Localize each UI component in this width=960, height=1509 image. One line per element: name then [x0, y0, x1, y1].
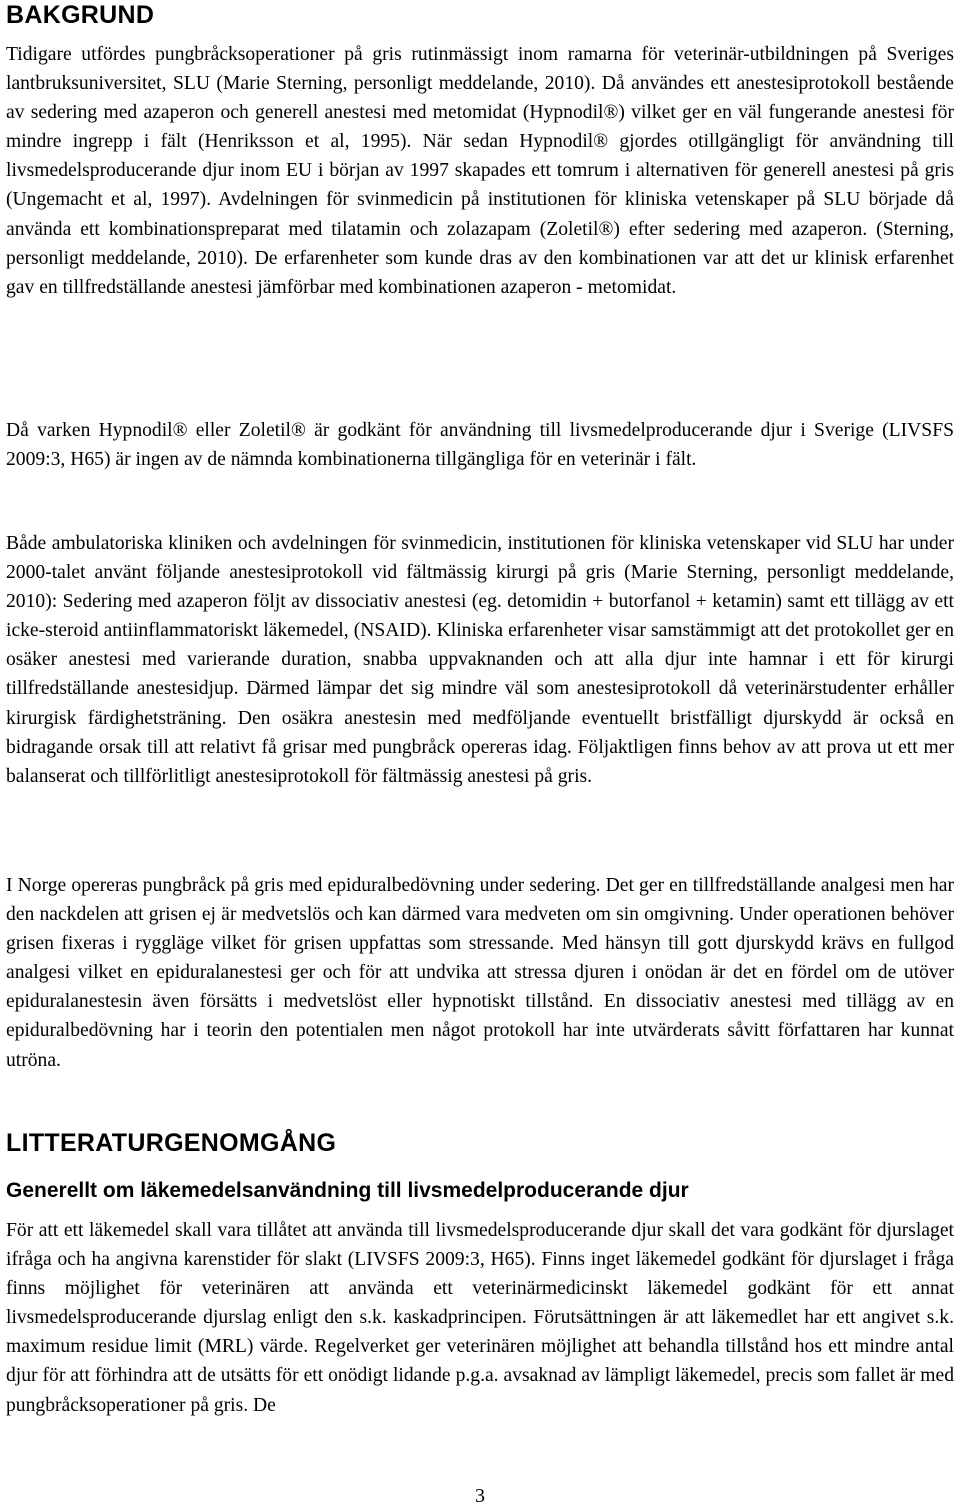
- section-heading-bakgrund: BAKGRUND: [6, 1, 155, 29]
- paragraph-litteratur-1: För att ett läkemedel skall vara tillåtet att använda till livsmedelsproducerande djur skall det vara godkänt för djurslaget ifråga och ha angivna karenstider för slakt (LIVSFS 2009:3, H65). Finns inget läkemedel godkänt för djurslaget i fråga finns möjlighet för veterinären att använda ett veterinärmedicinskt läkemedel godkänt för ett annat livsmedelsproducerande djurslag enligt den s.k. kaskadprincipen. Förutsättningen är att läkemedlet har ett angivet s.k. maximum residue limit (MRL) värde. Regelverket ger veterinären möjlighet att behandla tillstånd hos ett mindre antal djur för att förhindra att de utsätts för ett onödigt lidande p.g.a. avsaknad av lämpligt läkemedel, precis som fallet är med pungbråcksoperationer på gris. De: [6, 1220, 954, 1416]
- paragraph-bakgrund-2: Då varken Hypnodil® eller Zoletil® är godkänt för användning till livsmedelproducerande djur i Sverige (LIVSFS 2009:3, H65) är ingen av de nämnda kombinationerna tillgängliga för en veterinär i fält.: [6, 420, 954, 471]
- section-heading-litteratur: LITTERATURGENOMGÅNG: [6, 1129, 337, 1157]
- paragraph-bakgrund-3: Både ambulatoriska kliniken och avdelningen för svinmedicin, institutionen för kliniska vetenskaper vid SLU har under 2000-talet använt följande anestesiprotokoll vid fältmässig kirurgi på gris (Marie Sterning, personligt meddelande, 2010): Sedering med azaperon följt av dissociativ anestesi (eg. detomidin + butorfanol + ketamin) samt ett tillägg av ett icke-steroid antiinflammatoriskt läkemedel, (NSAID). Kliniska erfarenheter visar samstämmigt att det protokollet ger en osäker anestesi med varierande duration, snabba uppvaknanden och att alla djur inte hamnar i ett för kirurgi tillfredställande anestesidjup. Därmed lämpar det sig mindre väl som anestesiprotokoll då veterinärstudenter erhåller kirurgisk färdighetsträning. Den osäkra anestesin med medföljande eventuellt bristfälligt djurskydd är också en bidragande orsak till att relativt få grisar med pungbråck opereras idag. Följaktligen finns behov av att prova ut ett mer balanserat och tillförlitligt anestesiprotokoll för fältmässig anestesi på gris.: [6, 533, 954, 787]
- subsection-heading: Generellt om läkemedelsanvändning till livsmedelproducerande djur: [6, 1179, 689, 1202]
- paragraph-bakgrund-4: I Norge opereras pungbråck på gris med epiduralbedövning under sedering. Det ger en tillfredställande analgesi men har den nackdelen att grisen ej är medvetslös och kan därmed vara medveten om sin omgivning. Under operationen behöver grisen fixeras i ryggläge vilket för grisen uppfattas som stressande. Med hänsyn till gott djurskydd krävs en fullgod analgesi vilket en epiduralanestesi ger och för att undvika att stressa djuren i onödan är det en fördel om de utöver epiduralanestesin även försätts i medvetslöst eller hypnotiskt tillstånd. En dissociativ anestesi med tillägg av en epiduralbedövning har i teorin den potentialen men något protokoll har inte utvärderats såvitt författaren har kunnat utröna.: [6, 875, 954, 1071]
- paragraph-bakgrund-1: Tidigare utfördes pungbråcksoperationer på gris rutinmässigt inom ramarna för veterinär-utbildningen på Sveriges lantbruksuniversitet, SLU (Marie Sterning, personligt meddelande, 2010). Då användes ett anestesiprotokoll bestående av sedering med azaperon och generell anestesi med metomidat (Hypnodil®) vilket ger en väl fungerande anestesi för mindre ingrepp i fält (Henriksson et al, 1995). När sedan Hypnodil® gjordes otillgängligt för användning till livsmedelsproducerande djur inom EU i början av 1997 skapades ett tomrum i alternativen för generell anestesi på gris (Ungemacht et al, 1997). Avdelningen för svinmedicin på institutionen för kliniska vetenskaper på SLU började då använda ett kombinationspreparat med tilatamin och zolazapam (Zoletil®) efter sedering med azaperon. (Sterning, personligt meddelande, 2010). De erfarenheter som kunde dras av den kombinationen var att det ur klinisk erfarenhet gav en tillfredställande anestesi jämförbar med kombinationen azaperon - metomidat.: [6, 44, 954, 298]
- page-number: 3: [475, 1485, 485, 1507]
